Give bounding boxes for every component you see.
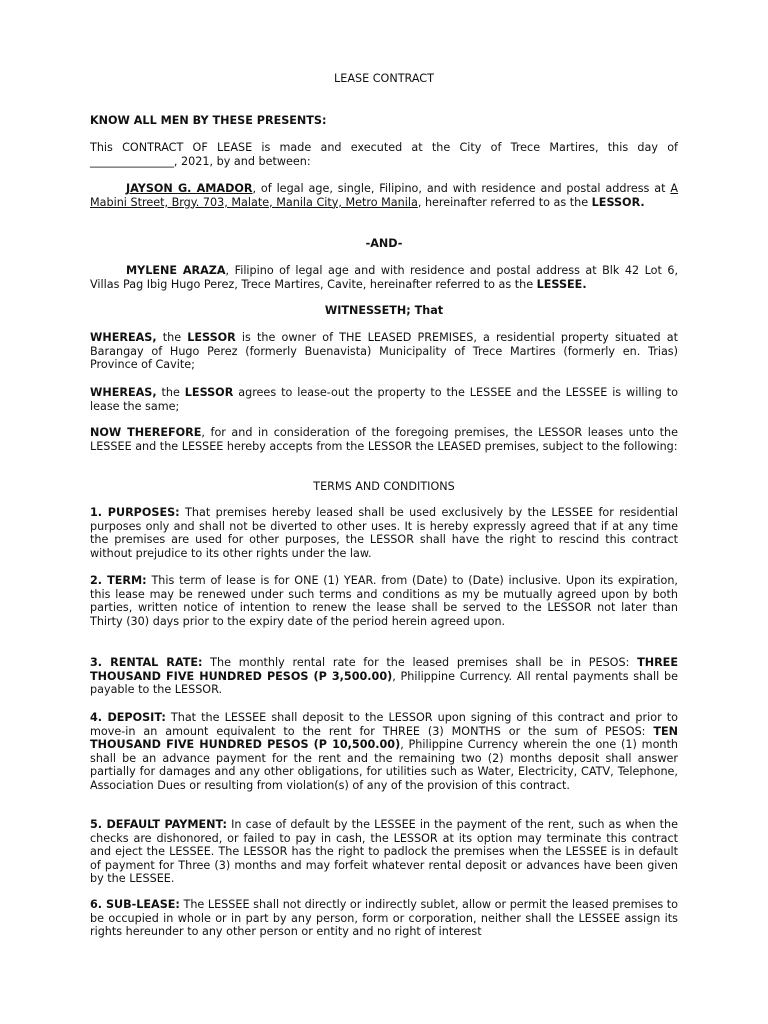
lessor-name: JAYSON G. AMADOR [126,182,253,195]
lessee-paragraph: MYLENE ARAZA, Filipino of legal age and with residence and postal address at Blk 42 Lot 6, Villas Pag Ibig Hugo Perez, Trece Martires, Cavite, hereinafter referred to as the LESSEE. [90,264,679,291]
rental-amount: THREE THOUSAND FIVE HUNDRED PESOS (P 3,500.00) [90,656,678,683]
witnesseth-heading: WITNESSETH; That [324,304,444,317]
clause-default-payment: 5. DEFAULT PAYMENT: In case of default by the LESSEE in the payment of the rent, such as when the checks are dishonored, or failed to pay in cash, the LESSOR at its option may terminate this contract and eject the LESSEE. The LESSOR has the right to padlock the premises when the LESSEE is in default of payment for Three (3) months and may forfeit whatever rental deposit or advances have been given by the LESSEE. [90,818,679,886]
intro-paragraph: This CONTRACT OF LEASE is made and executed at the City of Trece Martires, this day of _______________, 2021, by and between: [90,141,678,168]
now-therefore-paragraph: NOW THEREFORE, for and in consideration of the foregoing premises, the LESSOR leases unto the LESSEE and the LESSEE hereby accepts from the LESSOR the LEASED premises, subject to the following: [90,426,678,453]
clause-sub-lease: 6. SUB-LEASE: The LESSEE shall not directly or indirectly sublet, allow or permit the leased premises to be occupied in whole or in part by any person, form or corporation, neither shall the LESSEE assign its rights hereunder to any other person or entity and no right of interest [90,898,678,939]
and-separator: -AND- [365,237,403,250]
lessor-address: A Mabini Street, Brgy. 703, Malate, Manila City, Metro Manila [90,182,678,209]
lessee-name: MYLENE ARAZA [126,264,226,277]
lessor-paragraph: JAYSON G. AMADOR, of legal age, single, Filipino, and with residence and postal address at A Mabini Street, Brgy. 703, Malate, Manila City, Metro Manila, hereinafter referred to as the LESSOR. [90,182,678,209]
clause-term: 2. TERM: This term of lease is for ONE (1) YEAR. from (Date) to (Date) inclusive. Upon its expiration, this lease may be renewed under such terms and conditions as my be mutually agreed upon by both parties, written notice of intention to renew the lease shall be served to the LESSOR not later than Thirty (30) days prior to the expiry date of the period herein agreed upon. [90,574,678,628]
know-all-heading: KNOW ALL MEN BY THESE PRESENTS: [90,114,327,127]
date-blank: _______________ [90,154,174,168]
deposit-amount: TEN THOUSAND FIVE HUNDRED PESOS (P 10,500.00) [90,724,678,752]
clause-rental-rate: 3. RENTAL RATE: The monthly rental rate for the leased premises shall be in PESOS: THREE THOUSAND FIVE HUNDRED PESOS (P 3,500.00), Philippine Currency. All rental payments shall be payable to the LESSOR. [90,656,678,697]
document-title: LEASE CONTRACT [334,72,434,85]
clause-purposes: 1. PURPOSES: That premises hereby leased shall be used exclusively by the LESSEE for residential purposes only and shall not be diverted to other uses. It is hereby expressly agreed that if at any time the premises are used for other purposes, the LESSOR shall have the right to rescind this contract without prejudice to its other rights under the law. [90,506,678,560]
clause-deposit: 4. DEPOSIT: That the LESSEE shall deposit to the LESSOR upon signing of this contract and prior to move-in an amount equivalent to the rent for THREE (3) MONTHS or the sum of PESOS: TEN THOUSAND FIVE HUNDRED PESOS (P 10,500.00), Philippine Currency wherein the one (1) month shall be an advance payment for the rent and the remaining two (2) months deposit shall answer partially for damages and any other obligations, for utilities such as Water, Electricity, CATV, Telephone, Association Dues or resulting from violation(s) of any of the provision of this contract. [90,711,678,792]
whereas-paragraph-1: WHEREAS, the LESSOR is the owner of THE LEASED PREMISES, a residential property situated at Barangay of Hugo Perez (formerly Buenavista) Municipality of Trece Martires (formerly en. Trias) Province of Cavite; [90,331,678,372]
whereas-paragraph-2: WHEREAS, the LESSOR agrees to lease-out the property to the LESSEE and the LESSEE is willing to lease the same; [90,386,678,413]
terms-heading: TERMS AND CONDITIONS [313,480,455,493]
